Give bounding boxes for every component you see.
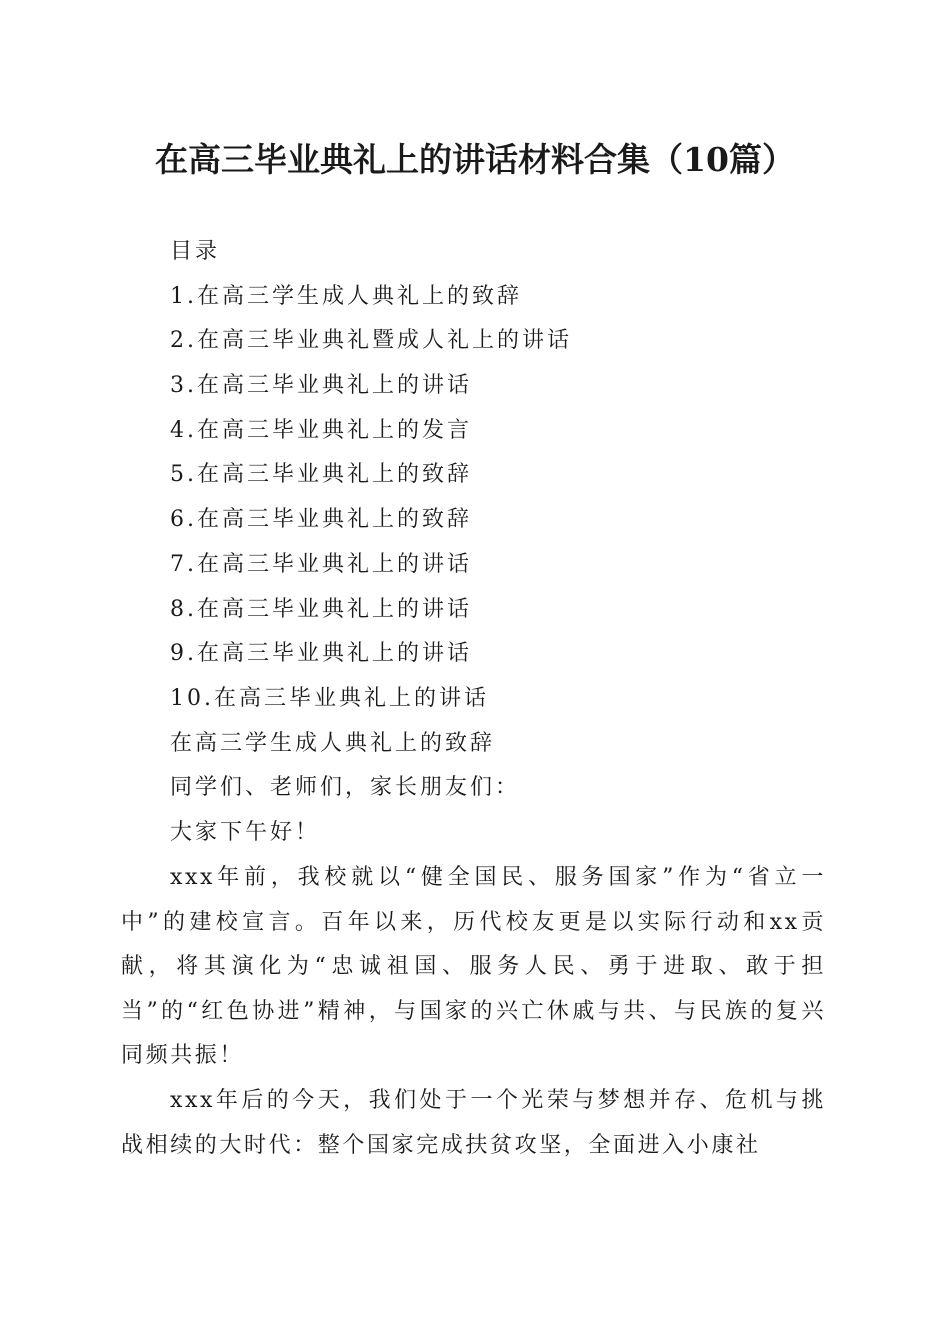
toc-item: 10.在高三毕业典礼上的讲话 xyxy=(170,685,489,711)
body-paragraph: xxx年后的今天，我们处于一个光荣与梦想并存、危机与挑战相续的大时代：整个国家完成扶贫攻坚，全面进入小康社 xyxy=(121,1087,826,1158)
toc-item: 2.在高三毕业典礼暨成人礼上的讲话 xyxy=(170,328,572,354)
body-paragraph: xxx年前，我校就以“健全国民、服务国家”作为“省立一中”的建校宣言。百年以来，历代校友更是以实际行动和xx贡献，将其演化为“忠诚祖国、服务人民、勇于进取、敢于担当”的“红色协进”精神，与国家的兴亡休戚与共、与民族的复兴同频共振！ xyxy=(121,865,826,1069)
body-text xyxy=(121,856,826,1168)
toc-item: 4.在高三毕业典礼上的发言 xyxy=(170,417,472,443)
toc-heading: 目录 xyxy=(170,239,221,264)
toc-item: 1.在高三学生成人典礼上的致辞 xyxy=(170,283,522,309)
toc-item: 3.在高三毕业典礼上的讲话 xyxy=(170,373,472,399)
section-title: 在高三学生成人典礼上的致辞 xyxy=(170,730,496,756)
toc-item: 7.在高三毕业典礼上的讲话 xyxy=(170,551,472,577)
toc-item: 8.在高三毕业典礼上的讲话 xyxy=(170,596,472,622)
table-of-contents xyxy=(170,230,870,856)
greeting: 大家下午好！ xyxy=(170,819,321,845)
toc-item: 9.在高三毕业典礼上的讲话 xyxy=(170,641,472,667)
salutation: 同学们、老师们，家长朋友们： xyxy=(170,775,521,801)
toc-item: 6.在高三毕业典礼上的致辞 xyxy=(170,507,472,533)
document-title: 在高三毕业典礼上的讲话材料合集（10篇） xyxy=(155,140,795,179)
toc-item: 5.在高三毕业典礼上的致辞 xyxy=(170,462,472,488)
